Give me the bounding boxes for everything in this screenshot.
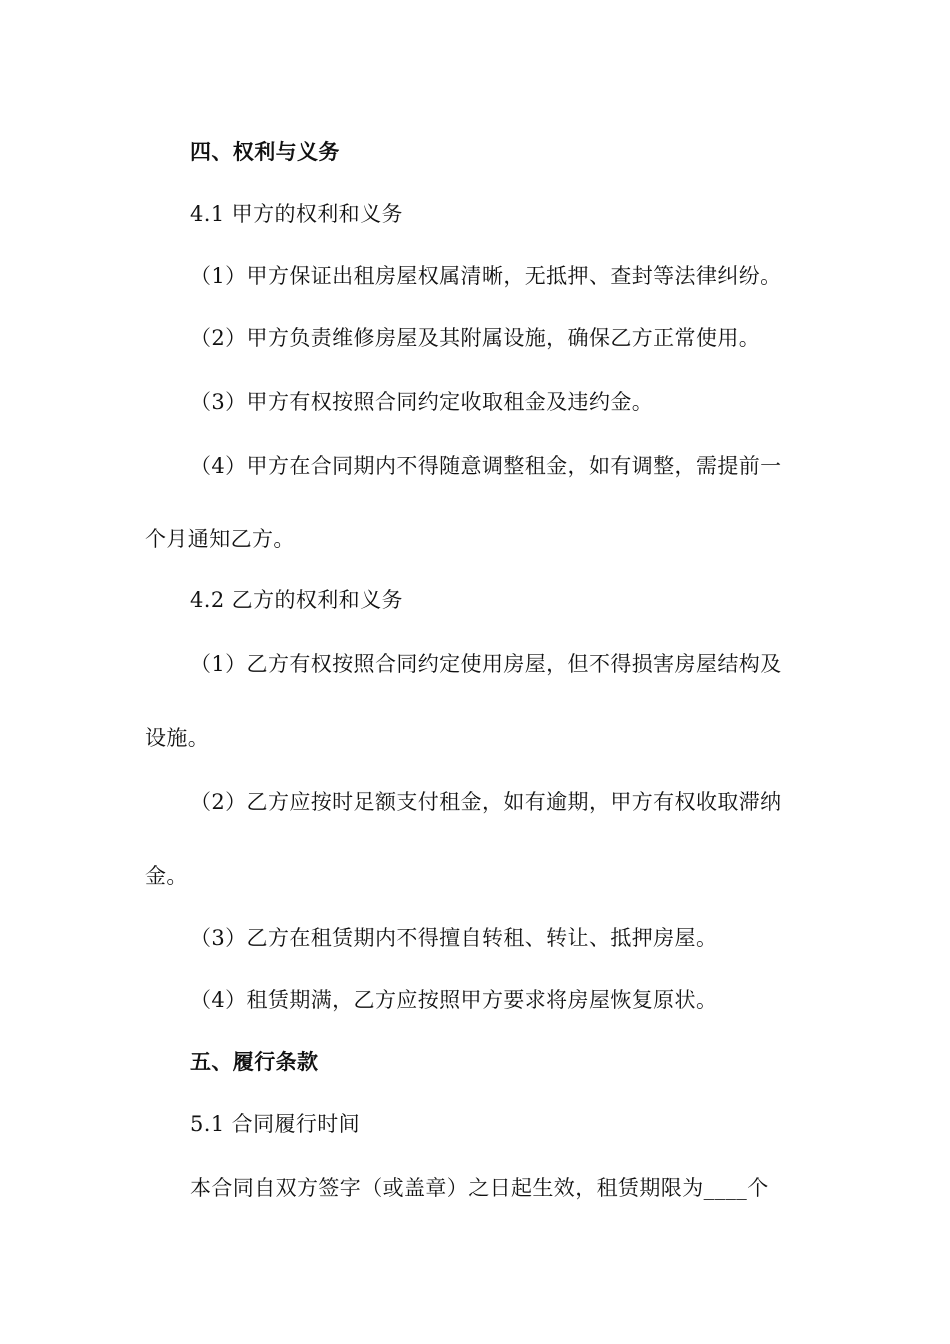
clause-4-1-item-1: （1）甲方保证出租房屋权属清晰，无抵押、查封等法律纠纷。 [190, 264, 782, 288]
clause-4-1-item-4-line-2: 个月通知乙方。 [145, 527, 295, 551]
section-4-1-title: 4.1 甲方的权利和义务 [190, 202, 403, 226]
clause-4-2-item-2-line-1: （2）乙方应按时足额支付租金，如有逾期，甲方有权收取滞纳 [190, 790, 782, 814]
clause-4-1-item-2: （2）甲方负责维修房屋及其附属设施，确保乙方正常使用。 [190, 326, 761, 350]
clause-4-2-item-4: （4）租赁期满，乙方应按照甲方要求将房屋恢复原状。 [190, 988, 718, 1012]
clause-4-1-item-4-line-1: （4）甲方在合同期内不得随意调整租金，如有调整，需提前一 [190, 454, 782, 478]
clause-4-2-item-1-line-1: （1）乙方有权按照合同约定使用房屋，但不得损害房屋结构及 [190, 652, 782, 676]
clause-4-1-item-3: （3）甲方有权按照合同约定收取租金及违约金。 [190, 390, 654, 414]
clause-4-2-item-2-line-2: 金。 [145, 864, 188, 888]
section-4-2-title: 4.2 乙方的权利和义务 [190, 588, 403, 612]
clause-4-2-item-1-line-2: 设施。 [145, 726, 210, 750]
section-4-heading: 四、权利与义务 [190, 139, 340, 164]
clause-4-2-item-3: （3）乙方在租赁期内不得擅自转租、转让、抵押房屋。 [190, 926, 718, 950]
clause-5-1-text-line-1: 本合同自双方签字（或盖章）之日起生效，租赁期限为____个 [190, 1176, 769, 1200]
section-5-1-title: 5.1 合同履行时间 [190, 1112, 361, 1136]
section-5-heading: 五、履行条款 [190, 1049, 319, 1074]
